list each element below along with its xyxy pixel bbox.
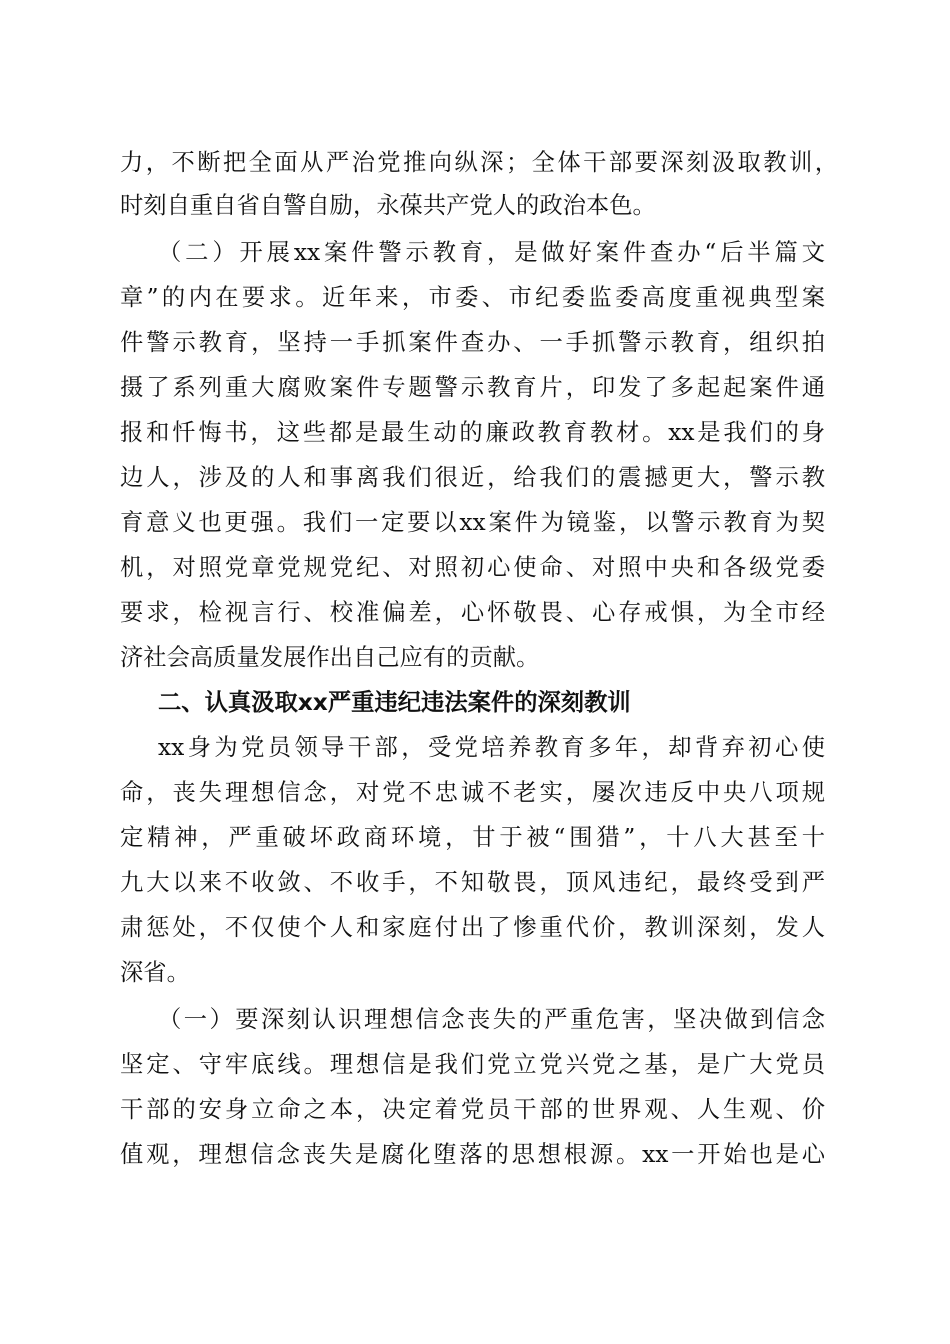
paragraph-line: 定精神，严重破坏政商环境，甘于被“围猎”，十八大甚至十 (120, 824, 825, 851)
paragraph-line: 命，丧失理想信念，对党不忠诚不老实，屡次违反中央八项规 (120, 779, 825, 806)
section-heading: 二、认真汲取xx严重违纪违法案件的深刻教训 (158, 689, 631, 716)
paragraph-line: 肃惩处，不仅使个人和家庭付出了惨重代价，教训深刻，发人 (120, 914, 825, 941)
paragraph-line: 坚定、守牢底线。理想信是我们党立党兴党之基，是广大党员 (120, 1051, 825, 1078)
paragraph-line: 力，不断把全面从严治党推向纵深；全体干部要深刻汲取教训， (120, 149, 838, 176)
paragraph-line: 机，对照党章党规党纪、对照初心使命、对照中央和各级党委 (120, 554, 825, 581)
paragraph-line: 章”的内在要求。近年来，市委、市纪委监委高度重视典型案 (120, 284, 825, 311)
paragraph-line: 件警示教育，坚持一手抓案件查办、一手抓警示教育，组织拍 (120, 329, 825, 356)
paragraph-line: xx身为党员领导干部，受党培养教育多年，却背弃初心使 (158, 734, 825, 761)
paragraph-line: 时刻自重自省自警自励，永葆共产党人的政治本色。 (120, 192, 656, 219)
paragraph-line: （一）要深刻认识理想信念丧失的严重危害，坚决做到信念 (158, 1006, 825, 1033)
paragraph-line: （二）开展xx案件警示教育，是做好案件查办“后半篇文 (158, 239, 825, 266)
paragraph-line: 边人，涉及的人和事离我们很近，给我们的震撼更大，警示教 (120, 464, 825, 491)
paragraph-line: 育意义也更强。我们一定要以xx案件为镜鉴，以警示教育为契 (120, 509, 825, 536)
paragraph-line: 摄了系列重大腐败案件专题警示教育片，印发了多起起案件通 (120, 374, 825, 401)
paragraph-line: 干部的安身立命之本，决定着党员干部的世界观、人生观、价 (120, 1096, 825, 1123)
paragraph-line: 报和忏悔书，这些都是最生动的廉政教育教材。xx是我们的身 (120, 419, 825, 446)
paragraph-line: 值观，理想信念丧失是腐化堕落的思想根源。xx一开始也是心 (120, 1141, 825, 1168)
paragraph-line: 深省。 (120, 959, 190, 986)
paragraph-line: 九大以来不收敛、不收手，不知敬畏，顶风违纪，最终受到严 (120, 869, 825, 896)
paragraph-line: 要求，检视言行、校准偏差，心怀敬畏、心存戒惧，为全市经 (120, 599, 825, 626)
paragraph-line: 济社会高质量发展作出自己应有的贡献。 (120, 644, 540, 671)
